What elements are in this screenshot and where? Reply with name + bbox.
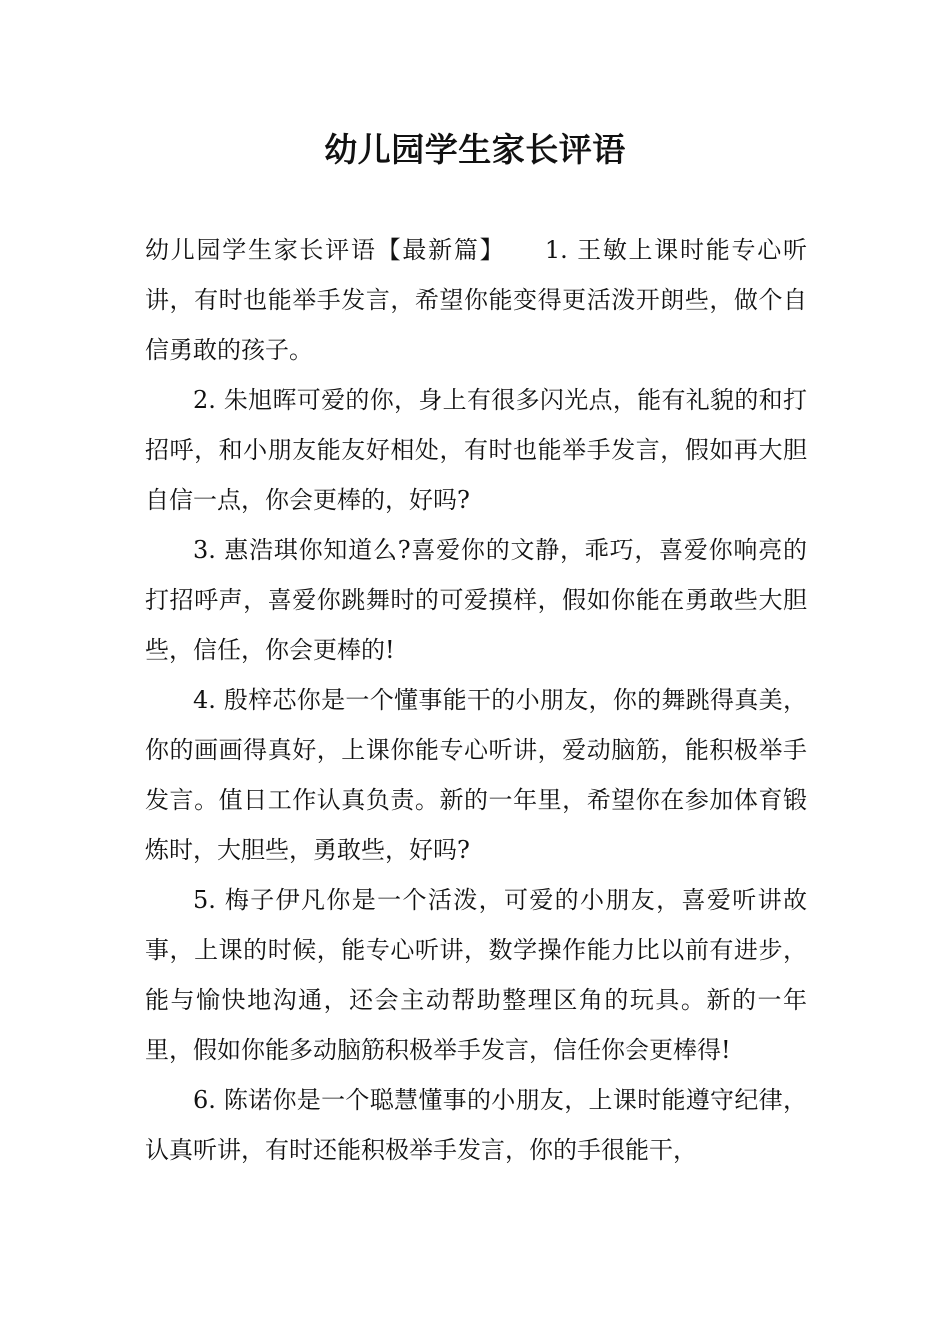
document-title: 幼儿园学生家长评语 (324, 130, 626, 169)
paragraph-item-3: 3. 惠浩琪你知道么?喜爱你的文静，乖巧，喜爱你响亮的打招呼声，喜爱你跳舞时的可爱摸样，假如你能在勇敢些大胆些，信任，你会更棒的! (145, 536, 807, 664)
paragraph-item-5: 5. 梅子伊凡你是一个活泼，可爱的小朋友，喜爱听讲故事，上课的时候，能专心听讲，数学操作能力比以前有进步，能与愉快地沟通，还会主动帮助整理区角的玩具。新的一年里，假如你能多动脑筋积极举手发言，信任你会更棒得! (145, 886, 807, 1064)
paragraph-intro: 幼儿园学生家长评语【最新篇】 1. 王敏上课时能专心听讲，有时也能举手发言，希望你能变得更活泼开朗些，做个自信勇敢的孩子。 (145, 236, 807, 364)
paragraph-item-4: 4. 殷梓芯你是一个懂事能干的小朋友，你的舞跳得真美，你的画画得真好，上课你能专心听讲，爱动脑筋，能积极举手发言。值日工作认真负责。新的一年里，希望你在参加体育锻炼时，大胆些，勇敢些，好吗? (145, 686, 807, 864)
paragraph-item-2: 2. 朱旭晖可爱的你，身上有很多闪光点，能有礼貌的和打招呼，和小朋友能友好相处，有时也能举手发言，假如再大胆自信一点，你会更棒的，好吗? (145, 386, 807, 514)
paragraph-item-6: 6. 陈诺你是一个聪慧懂事的小朋友，上课时能遵守纪律，认真听讲，有时还能积极举手发言，你的手很能干， (145, 1086, 807, 1164)
document-body (145, 225, 807, 1175)
